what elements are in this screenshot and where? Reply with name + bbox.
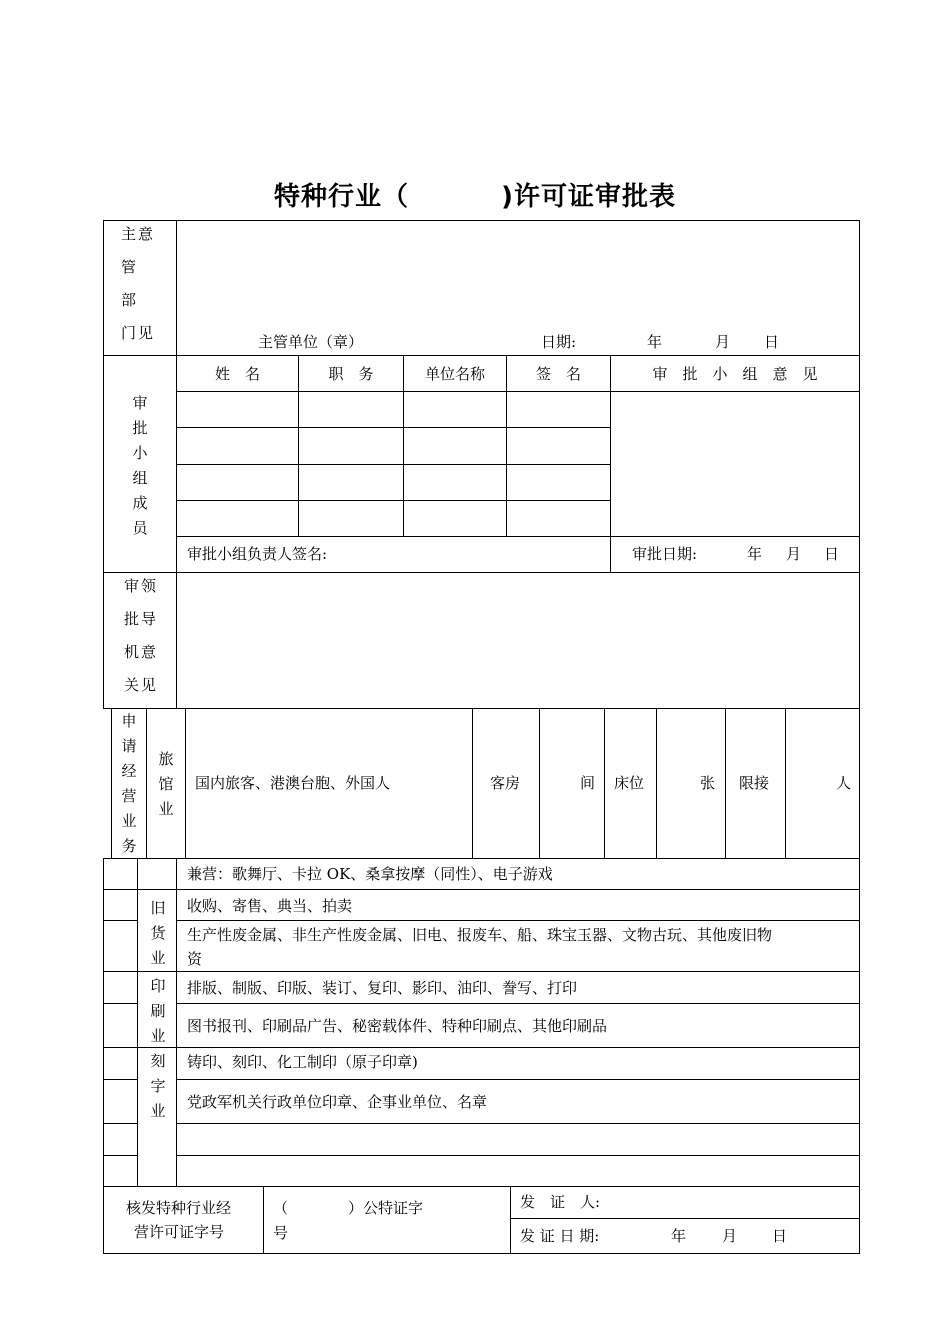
- row-divider: [176, 1155, 860, 1156]
- row-divider: [176, 1123, 860, 1124]
- printing-label-char: 刷: [150, 1002, 166, 1020]
- leader-label-char: 意: [141, 643, 157, 661]
- leader-label-char: 批: [124, 610, 140, 628]
- col-divider: [539, 708, 540, 858]
- row-divider: [103, 1155, 138, 1156]
- table-border-left-c: [103, 858, 104, 1254]
- dept-label-char: 部: [121, 291, 137, 309]
- row-divider: [176, 536, 860, 537]
- license-label-line2: 营许可证字号: [134, 1223, 225, 1241]
- license-number-line1: （ ）公特证字: [273, 1199, 424, 1217]
- row-divider: [176, 391, 860, 392]
- hotel-guest-types: 国内旅客、港澳台胞、外国人: [195, 774, 391, 792]
- capacity-unit: 人: [836, 774, 852, 792]
- hotel-label-char: 业: [158, 800, 174, 818]
- secondhand-row2-line1: 生产性废金属、非生产性废金属、旧电、报废车、船、珠宝玉器、文物古玩、其他废旧物: [187, 926, 773, 944]
- table-border-right: [859, 220, 860, 1254]
- business-label-char: 营: [121, 787, 137, 805]
- approval-date-label: 审批日期:: [632, 545, 698, 563]
- col-divider: [510, 1186, 511, 1254]
- issue-date-day: 日: [772, 1227, 788, 1245]
- capacity-label: 限接: [739, 774, 770, 792]
- leader-label-char: 导: [141, 610, 157, 628]
- row-divider: [103, 355, 860, 356]
- title-left: 特种行业（: [274, 182, 410, 212]
- table-border-left-b: [111, 708, 112, 858]
- secondhand-label-char: 货: [150, 924, 166, 942]
- engraving-row2: 党政军机关行政单位印章、企事业单位、名章: [187, 1093, 488, 1111]
- col-divider: [137, 858, 138, 1186]
- header-unit-name: 单位名称: [424, 365, 485, 383]
- title-right: )许可证审批表: [501, 182, 676, 212]
- business-label-char: 务: [121, 837, 137, 855]
- secondhand-label-char: 业: [150, 949, 166, 967]
- printing-label-char: 印: [150, 977, 166, 995]
- row-divider: [103, 1123, 138, 1124]
- business-label-char: 经: [121, 762, 137, 780]
- license-label-line1: 核发特种行业经: [126, 1199, 232, 1217]
- leader-label-char: 机: [124, 643, 140, 661]
- hotel-label-char: 旅: [158, 750, 174, 768]
- row-divider: [103, 971, 860, 972]
- issue-date-month: 月: [722, 1227, 738, 1245]
- row-divider: [176, 920, 860, 921]
- dept-label-char: 门: [121, 324, 137, 342]
- col-divider: [610, 355, 611, 572]
- engraving-label-char: 业: [150, 1102, 166, 1120]
- side-business-text: 兼营：歌舞厅、卡拉 OK、桑拿按摩（同性）、电子游戏: [187, 865, 553, 883]
- engraving-row1: 铸印、刻印、化工制印（原子印章): [187, 1053, 418, 1071]
- row-divider: [176, 500, 610, 501]
- table-border-top: [103, 220, 860, 221]
- group-label-char: 成: [132, 494, 148, 512]
- row-divider: [176, 464, 610, 465]
- secondhand-row2-line2: 资: [187, 950, 203, 968]
- date-day: 日: [764, 333, 780, 351]
- table-border-bottom: [103, 1253, 860, 1254]
- col-divider: [604, 708, 605, 858]
- col-divider: [656, 708, 657, 858]
- table-border-left-a: [103, 220, 104, 708]
- beds-label: 床位: [614, 774, 645, 792]
- engraving-label-char: 字: [150, 1077, 166, 1095]
- row-divider: [103, 920, 138, 921]
- rooms-label: 客房: [490, 774, 521, 792]
- business-label-char: 请: [121, 737, 137, 755]
- leader-label-char: 领: [141, 577, 157, 595]
- date-label: 日期:: [541, 333, 577, 351]
- unit-seal-label: 主管单位（章）: [258, 333, 364, 351]
- row-divider: [103, 1186, 860, 1187]
- approval-date-day: 日: [824, 545, 840, 563]
- col-divider: [472, 708, 473, 858]
- date-month: 月: [715, 333, 731, 351]
- row-divider: [103, 1003, 138, 1004]
- header-group-opinion: 审 批 小 组 意 见: [652, 365, 818, 383]
- leader-label-char: 关: [124, 676, 140, 694]
- secondhand-label-char: 旧: [150, 899, 166, 917]
- secondhand-row1: 收购、寄售、典当、拍卖: [187, 897, 353, 915]
- license-number-line2: 号: [273, 1224, 289, 1242]
- date-year: 年: [647, 333, 663, 351]
- group-label-char: 小: [132, 444, 148, 462]
- row-divider: [103, 1079, 138, 1080]
- row-divider: [103, 1047, 860, 1048]
- col-divider: [725, 708, 726, 858]
- row-divider: [176, 1079, 860, 1080]
- business-label-char: 业: [121, 812, 137, 830]
- row-divider: [103, 572, 860, 573]
- issue-date-label: 发 证 日 期:: [520, 1227, 600, 1245]
- col-divider: [185, 708, 186, 858]
- issuer-label: 发 证 人:: [520, 1193, 601, 1211]
- printing-row1: 排版、制版、印版、装订、复印、影印、油印、誊写、打印: [187, 979, 578, 997]
- row-divider: [510, 1218, 860, 1219]
- row-divider: [103, 708, 860, 709]
- col-divider: [785, 708, 786, 858]
- group-label-char: 审: [132, 394, 148, 412]
- rooms-unit: 间: [580, 774, 596, 792]
- col-divider: [176, 858, 177, 1186]
- business-label-char: 申: [121, 712, 137, 730]
- row-divider: [176, 427, 610, 428]
- header-position: 职 务: [328, 365, 374, 383]
- dept-label-char: 管: [121, 258, 137, 276]
- col-divider: [263, 1186, 264, 1254]
- beds-unit: 张: [700, 774, 716, 792]
- dept-label-char: 意: [138, 225, 154, 243]
- group-label-char: 员: [132, 519, 148, 537]
- row-divider: [103, 889, 860, 890]
- hotel-label-char: 馆: [158, 775, 174, 793]
- header-name: 姓 名: [214, 365, 260, 383]
- row-divider: [103, 858, 860, 859]
- approval-date-year: 年: [747, 545, 763, 563]
- header-signature: 签 名: [535, 365, 581, 383]
- group-label-char: 批: [132, 419, 148, 437]
- col-divider: [146, 708, 147, 858]
- leader-signature-label: 审批小组负责人签名:: [187, 545, 328, 563]
- approval-date-month: 月: [786, 545, 802, 563]
- dept-label-char: 见: [138, 324, 154, 342]
- leader-label-char: 审: [124, 577, 140, 595]
- leader-label-char: 见: [141, 676, 157, 694]
- issue-date-year: 年: [671, 1227, 687, 1245]
- printing-row2: 图书报刊、印刷品广告、秘密载体件、特种印刷点、其他印刷品: [187, 1017, 608, 1035]
- form-title: [0, 176, 950, 213]
- printing-label-char: 业: [150, 1027, 166, 1045]
- engraving-label-char: 刻: [150, 1052, 166, 1070]
- dept-label-char: 主: [121, 225, 137, 243]
- group-label-char: 组: [132, 469, 148, 487]
- row-divider: [176, 1003, 860, 1004]
